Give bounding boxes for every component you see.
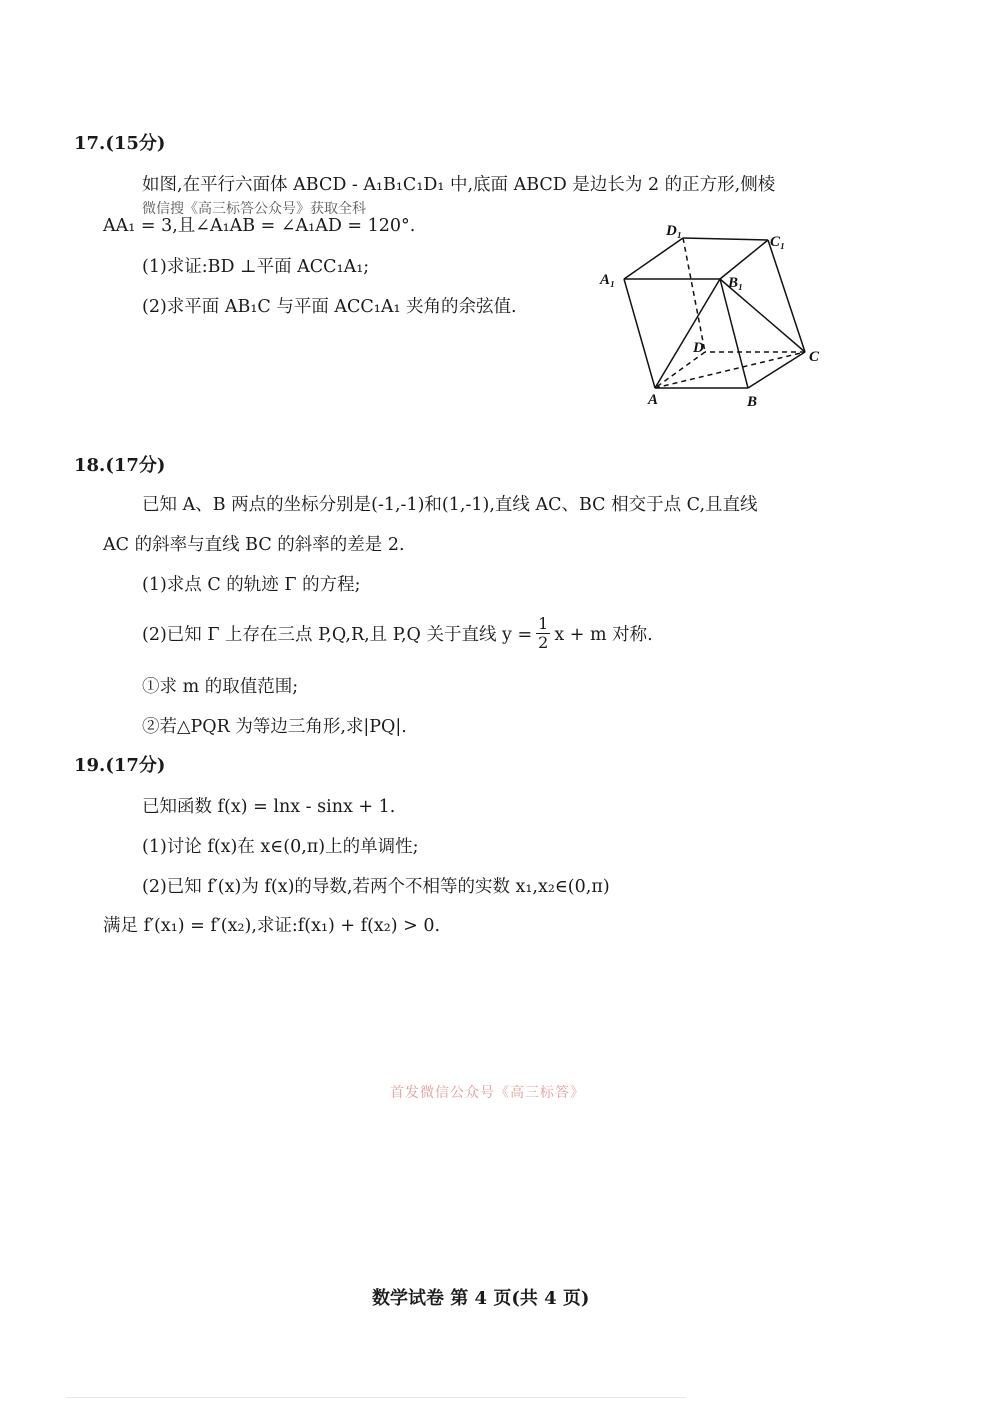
label-a1: A₁ [600, 272, 616, 288]
q19-part2-line2: 满足 f′(x₁) = f′(x₂),求证:f(x₁) + f(x₂) > 0. [103, 916, 441, 936]
q19-part2-line1: (2)已知 f′(x)为 f(x)的导数,若两个不相等的实数 x₁,x₂∈(0,π) [142, 877, 610, 897]
fraction-numerator: 1 [538, 613, 549, 633]
label-a: A [648, 392, 659, 408]
label-d: D [693, 340, 704, 356]
q17-part2: (2)求平面 AB₁C 与平面 ACC₁A₁ 夹角的余弦值. [142, 297, 517, 317]
label-b: B [747, 394, 758, 410]
page-footer: 数学试卷 第 4 页(共 4 页) [372, 1288, 590, 1309]
q19-part1: (1)讨论 f(x)在 x∈(0,π)上的单调性; [142, 837, 419, 857]
q17-heading: 17.(15分) [74, 133, 166, 154]
label-b1: B₁ [728, 275, 744, 291]
watermark-top: 微信搜《高三标答公众号》获取全科 [142, 201, 366, 217]
q18-part2 [142, 610, 653, 656]
q17-stem-line2: AA₁ = 3,且∠A₁AB = ∠A₁AD = 120°. [103, 216, 416, 236]
q18-stem-line1: 已知 A、B 两点的坐标分别是(-1,-1)和(1,-1),直线 AC、BC 相交于点 C,且直线 [142, 495, 758, 515]
q18-stem-line2: AC 的斜率与直线 BC 的斜率的差是 2. [103, 535, 405, 555]
q18-part1: (1)求点 C 的轨迹 Γ 的方程; [142, 575, 361, 595]
q17-stem-line1: 如图,在平行六面体 ABCD - A₁B₁C₁D₁ 中,底面 ABCD 是边长为 2 的正方形,侧棱 [142, 175, 776, 195]
q18-sub2: ②若△PQR 为等边三角形,求|PQ|. [142, 717, 407, 737]
q17-part1: (1)求证:BD ⊥平面 ACC₁A₁; [142, 257, 370, 277]
fraction-denominator: 2 [538, 632, 549, 652]
q18-part2-after: x + m 对称. [554, 624, 653, 645]
watermark-bottom: 首发微信公众号《高三标答》 [390, 1085, 585, 1101]
q18-part2-before: (2)已知 Γ 上存在三点 P,Q,R,且 P,Q 关于直线 y = [142, 624, 533, 645]
label-c: C [809, 349, 820, 365]
q18-sub1: ①求 m 的取值范围; [142, 677, 299, 697]
q19-heading: 19.(17分) [74, 755, 166, 776]
bottom-divider [66, 1397, 686, 1398]
label-c1: C₁ [770, 234, 786, 250]
q18-heading: 18.(17分) [74, 455, 166, 476]
fraction [536, 615, 550, 652]
q19-stem: 已知函数 f(x) = lnx - sinx + 1. [142, 797, 396, 817]
label-d1: D₁ [666, 223, 683, 239]
